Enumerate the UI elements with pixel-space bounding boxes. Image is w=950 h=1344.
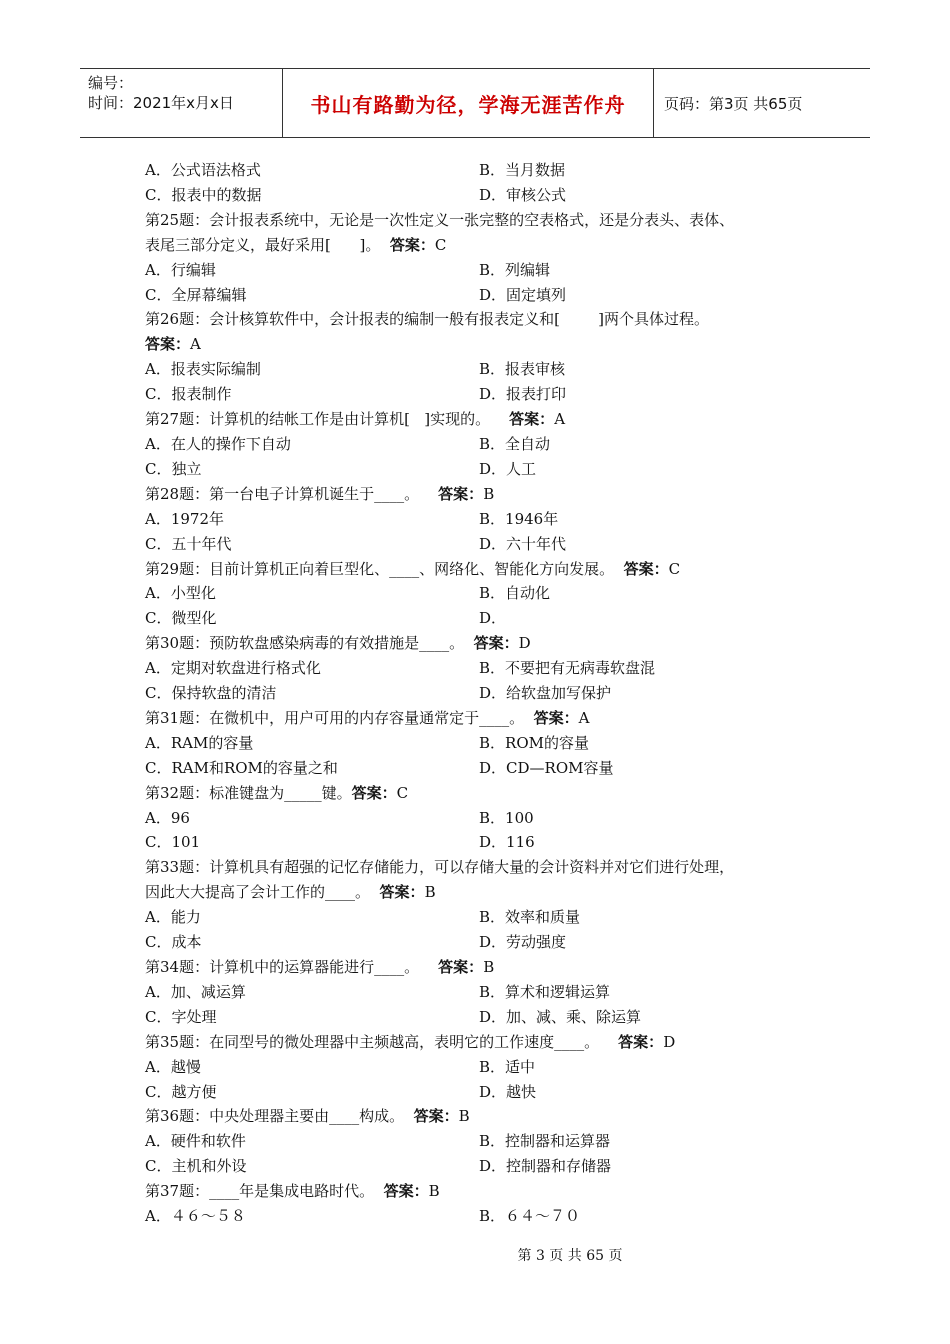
option-right: D．给软盘加写保护 <box>479 684 612 703</box>
option-row <box>145 930 825 955</box>
question-line <box>145 781 825 806</box>
option-right: B．当月数据 <box>479 161 566 179</box>
option-left: A．行编辑 <box>145 260 216 279</box>
option-left: C．报表制作 <box>145 385 232 404</box>
question-line <box>145 557 825 582</box>
option-left: A．硬件和软件 <box>145 1132 246 1151</box>
option-right: B．算术和逻辑运算 <box>479 982 611 1001</box>
answer-label: 答案： <box>623 559 669 578</box>
option-row <box>145 830 825 855</box>
option-right: B．６４～７０ <box>479 1207 581 1226</box>
answer-value: C <box>668 559 681 578</box>
option-right: B．适中 <box>479 1057 536 1076</box>
option-right: D．报表打印 <box>479 385 567 404</box>
answer-value: B <box>424 883 436 902</box>
option-row <box>145 432 825 457</box>
option-row <box>145 731 825 756</box>
option-left: A．公式语法格式 <box>145 161 261 179</box>
option-row <box>145 283 825 308</box>
option-right: D．控制器和存储器 <box>479 1157 612 1176</box>
option-left: A．加、减运算 <box>145 982 246 1001</box>
option-row <box>145 183 825 208</box>
header-motto: 书山有路勤为径，学海无涯苦作舟 <box>282 69 654 137</box>
option-right: B．ROM的容量 <box>479 733 589 752</box>
question-line <box>145 233 825 258</box>
question-line <box>145 1179 825 1204</box>
option-left: A．96 <box>145 808 190 827</box>
option-left: A．能力 <box>145 908 201 927</box>
answer-value: A <box>554 410 566 429</box>
question-line <box>145 955 825 980</box>
answer-value: D <box>518 634 531 653</box>
option-right: B．报表审核 <box>479 360 566 379</box>
option-left: C．RAM和ROM的容量之和 <box>145 758 338 777</box>
question-text: 第28题：第一台电子计算机诞生于____。 <box>145 484 439 503</box>
answer-label: 答案： <box>383 1182 429 1201</box>
option-right: B．全自动 <box>479 434 551 453</box>
option-row <box>145 1129 825 1154</box>
question-text: 第35题：在同型号的微处理器中主频越高，表明它的工作速度____。 <box>145 1032 619 1051</box>
option-row <box>145 756 825 781</box>
option-right: B．控制器和运算器 <box>479 1132 611 1151</box>
answer-value: B <box>483 484 495 503</box>
question-text: 第30题：预防软盘感染病毒的有效措施是____。 <box>145 634 474 653</box>
answer-label: 答案： <box>533 708 579 727</box>
option-left: C．五十年代 <box>145 534 232 553</box>
question-line <box>145 332 825 357</box>
question-text: 第29题：目前计算机正向着巨型化、____、网络化、智能化方向发展。 <box>145 559 624 578</box>
option-left: C．保持软盘的清洁 <box>145 684 277 703</box>
question-text: 因此大大提高了会计工作的____。 <box>145 883 380 902</box>
answer-value: B <box>483 958 495 976</box>
answer-value: B <box>428 1182 440 1201</box>
option-row <box>145 507 825 532</box>
answer-value: C <box>396 783 409 802</box>
page-header <box>80 68 870 138</box>
option-row <box>145 1204 825 1229</box>
question-line <box>145 208 825 233</box>
option-right: D． <box>479 609 507 628</box>
option-right: B．效率和质量 <box>479 908 581 927</box>
option-left: A．定期对软盘进行格式化 <box>145 659 321 678</box>
option-row <box>145 581 825 606</box>
header-page-info: 页码：第3页 共65页 <box>664 94 803 113</box>
answer-value: C <box>434 235 447 254</box>
option-left: A．报表实际编制 <box>145 360 261 379</box>
question-text: 第26题：会计核算软件中，会计报表的编制一般有报表定义和[ ]两个具体过程。 <box>145 310 709 329</box>
option-right: B．100 <box>479 808 534 827</box>
answer-value: B <box>458 1107 470 1126</box>
question-text: 表尾三部分定义，最好采用[ ]。 <box>145 235 390 254</box>
doc-number-label: 编号： <box>88 74 134 92</box>
option-left: A．越慢 <box>145 1057 201 1076</box>
option-right: D．越快 <box>479 1082 537 1101</box>
option-left: C．成本 <box>145 933 202 952</box>
option-right: D．审核公式 <box>479 185 567 204</box>
option-row <box>145 258 825 283</box>
option-row <box>145 158 825 183</box>
option-row <box>145 606 825 631</box>
answer-label: 答案： <box>618 1032 664 1051</box>
option-right: D．六十年代 <box>479 534 567 553</box>
option-right: D．116 <box>479 833 535 852</box>
question-line <box>145 1030 825 1055</box>
option-right: B．自动化 <box>479 584 551 603</box>
question-text: 第32题：标准键盘为_____键。 <box>145 783 352 802</box>
option-left: A．在人的操作下自动 <box>145 434 291 453</box>
answer-label: 答案： <box>413 1107 459 1126</box>
question-text: 第33题：计算机具有超强的记忆存储能力，可以存储大量的会计资料并对它们进行处理， <box>145 858 735 877</box>
answer-label: 答案： <box>145 335 191 354</box>
option-left: C．字处理 <box>145 1007 217 1026</box>
option-right: D．劳动强度 <box>479 933 567 952</box>
option-left: C．全屏幕编辑 <box>145 285 247 304</box>
option-left: A．RAM的容量 <box>145 733 254 752</box>
answer-value: D <box>663 1032 676 1051</box>
question-text: 第34题：计算机中的运算器能进行____。 <box>145 958 439 976</box>
option-left: A．1972年 <box>145 509 225 528</box>
doc-date-label: 时间：2021年x月x日 <box>88 94 234 112</box>
answer-label: 答案： <box>379 883 425 902</box>
option-row <box>145 457 825 482</box>
answer-label: 答案： <box>509 410 555 429</box>
question-line <box>145 880 825 905</box>
option-right: B．列编辑 <box>479 260 551 279</box>
option-row <box>145 656 825 681</box>
option-right: B．1946年 <box>479 509 559 528</box>
option-row <box>145 382 825 407</box>
question-text: 第31题：在微机中，用户可用的内存容量通常定于____。 <box>145 708 534 727</box>
option-left: A．小型化 <box>145 584 216 603</box>
option-row <box>145 1154 825 1179</box>
question-line <box>145 482 825 507</box>
question-line <box>145 631 825 656</box>
question-list <box>145 158 825 1229</box>
answer-value: A <box>578 708 590 727</box>
option-left: A．４６～５８ <box>145 1207 246 1226</box>
question-text: 第25题：会计报表系统中，无论是一次性定义一张完整的空表格式，还是分表头、表体、 <box>145 210 735 229</box>
header-meta <box>80 69 282 137</box>
answer-value: A <box>190 335 201 354</box>
question-line <box>145 706 825 731</box>
option-right: D．人工 <box>479 459 537 478</box>
answer-label: 答案： <box>351 783 397 802</box>
question-line <box>145 307 825 332</box>
answer-label: 答案： <box>473 634 519 653</box>
option-left: C．报表中的数据 <box>145 185 262 204</box>
option-right: D．固定填列 <box>479 285 567 304</box>
question-line <box>145 1104 825 1129</box>
option-right: D．CD—ROM容量 <box>479 758 614 777</box>
option-row <box>145 532 825 557</box>
option-left: C．越方便 <box>145 1082 217 1101</box>
option-row <box>145 806 825 831</box>
option-row <box>145 1055 825 1080</box>
question-text: 第27题：计算机的结帐工作是由计算机[ ]实现的。 <box>145 410 510 429</box>
answer-label: 答案： <box>389 235 435 254</box>
option-left: C．主机和外设 <box>145 1157 247 1176</box>
option-row <box>145 357 825 382</box>
option-row <box>145 681 825 706</box>
option-row <box>145 905 825 930</box>
option-right: D．加、减、乘、除运算 <box>479 1007 642 1026</box>
option-left: C．101 <box>145 833 201 852</box>
question-text: 第37题：____年是集成电路时代。 <box>145 1182 384 1201</box>
option-row <box>145 1005 825 1030</box>
option-row <box>145 1080 825 1105</box>
answer-label: 答案： <box>438 484 484 503</box>
question-text: 第36题：中央处理器主要由____构成。 <box>145 1107 414 1126</box>
page-footer: 第 3 页 共 65 页 <box>517 1248 623 1264</box>
option-left: C．独立 <box>145 459 202 478</box>
option-left: C．微型化 <box>145 609 217 628</box>
option-row <box>145 980 825 1005</box>
option-right: B．不要把有无病毒软盘混 <box>479 659 656 678</box>
answer-label: 答案： <box>438 958 484 976</box>
question-line <box>145 407 825 432</box>
question-line <box>145 855 825 880</box>
